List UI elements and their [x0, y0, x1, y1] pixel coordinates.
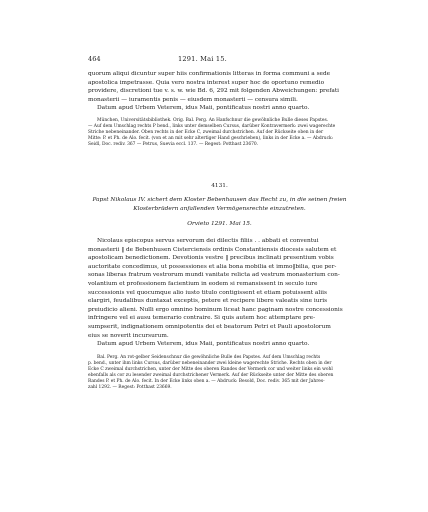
body-line: Nicolaus episcopus servus servorum dei dilectis filiis . . abbati et conventui [97, 238, 319, 244]
body-line: sumpserit, indignationem omnipotentis dei et beatorum Petri et Pauli apostolorum [88, 323, 331, 330]
note-line: p. bend., unter ihm links Cursus, darüber nebeneinander zwei kleine wagerechte Striche. Rechts oben in der [88, 361, 332, 366]
document-title [88, 196, 351, 213]
body-line: apostolicam benedictionem. Devotionis vestre ‖ precibus inclinati presentium vobis [88, 255, 334, 262]
document-body [88, 237, 351, 349]
previous-document-continuation [88, 70, 351, 113]
note-line: Randes P. et Ph. de Alo. fecit. In der Ecke links oben a. — Abdruck: Besold, Doc. rediv. 365 mit der Jahres- [88, 379, 325, 384]
note-line: Ecke C zweimal durchstrichen, unter der Mitte des oberen Randes der Vermerk cor und weiter links ein wohl [88, 367, 333, 372]
body-line: preiudicio alieni. Nulli ergo omnino hominum liceat hanc paginam nostre concessionis [88, 306, 343, 313]
body-line: eius se noverit incursurum. [88, 332, 169, 339]
text-line: monasterii — iuramentis penis — eiusdem monasterii — censura simili. [88, 96, 298, 103]
running-head: 1291. Mai 15. [178, 55, 227, 63]
body-line: volantium et professionem facientium in eodem si remansissent in seculo iure [88, 280, 318, 287]
document-heading [88, 182, 351, 191]
title-line: Klosterbrüdern anfallenden Vermögensrechte einzutreten. [133, 205, 306, 212]
title-line: Papst Nikolaus IV. sichert dem Kloster Bebenhausen das Recht zu, in die seinen freien [92, 197, 347, 203]
place-date-line: Orvieto 1291. Mai 15. [187, 221, 252, 227]
text-line-content: providere, discretioni tue v. s. w. wie Bd. 6, 292 mit folgenden Abweichungen: prefati [88, 88, 340, 95]
body-line: auctoritate concedimus, ut possessiones et alia bona mobilia et immo‖bilia, que per- [88, 263, 337, 270]
previous-document-note [88, 118, 351, 148]
note-line: Seidl, Doc. rediv. 367 — Petrus, Suevia eccl. 137. — Regest: Potthast 23670. [88, 142, 259, 147]
note-line: Striche nebeneinander. Oben rechts in der Ecke C, zweimal durchstrichen. Auf der Rückseite oben in der [88, 130, 324, 135]
note-line: München, Universitätsbibliothek. Orig. Bal. Perg. An Hanfschnur die gewöhnliche Bulle dieses Papstes. [97, 118, 329, 123]
body-line: elargiri, feudalibus duntaxat exceptis, petere et recipere libere valeatis sine iuris [88, 298, 328, 305]
note-line: Bal. Perg. An rot-gelber Seidenschnur die gewöhnliche Bulle des Papstes. Auf dem Umschlag rechts [97, 355, 321, 360]
datum-line: Datum apud Urbem Veterem, idus Maii, pontificatus nostri anno quarto. [97, 341, 310, 348]
body-line: monasterii ‖ de Bebenhusen Cisterciensis ordinis Constantiensis diocesis salutem et [88, 246, 337, 253]
note-line: — Auf dem Umschlag rechts P bend., links unter demselben Cursus, darüber Kontravermerk: zwei wagerechte [88, 124, 336, 129]
text-line: apostolica impetrasse. Quia vero nostra interest super hoc de oportuno remedio [88, 79, 325, 86]
note-line: zahl 1292. — Regest: Potthast 23669. [88, 385, 172, 390]
text-line: quorum aliqui dicuntur super hiis confirmationis litteras in forma communi a sede [88, 71, 331, 77]
datum-line: Datum apud Urbem Veterem, idus Maii, pontificatus nostri anno quarto. [97, 105, 310, 112]
page-header [88, 55, 351, 65]
document-number: 4131. [211, 183, 228, 189]
body-line: infringere vel ei ausu temerario contraire. Si quis autem hoc attemptare pre- [88, 315, 316, 322]
page-number: 464 [88, 55, 101, 63]
text-line [88, 87, 351, 96]
note-line: Mitte: P. et Ph. de Alo. fecit. (von et an mit sehr altertiger Hand geschrieben), links in der Ecke a. — Abdruck: [88, 136, 334, 141]
place-date [88, 220, 351, 229]
document-note [88, 355, 351, 391]
note-line: ebenfalls als cor zu lesender zweimal durchstrichener Vermerk. Auf der Rückseite unter der Mitte des oberen [88, 373, 334, 378]
body-line: successionis vel quocumque alio iusto titulo contigissent et etiam potuissent aliis [88, 289, 327, 296]
body-line: sonas liberas fratrum vestrorum mundi vanitate relicta ad vestrum monasterium con- [88, 272, 340, 279]
